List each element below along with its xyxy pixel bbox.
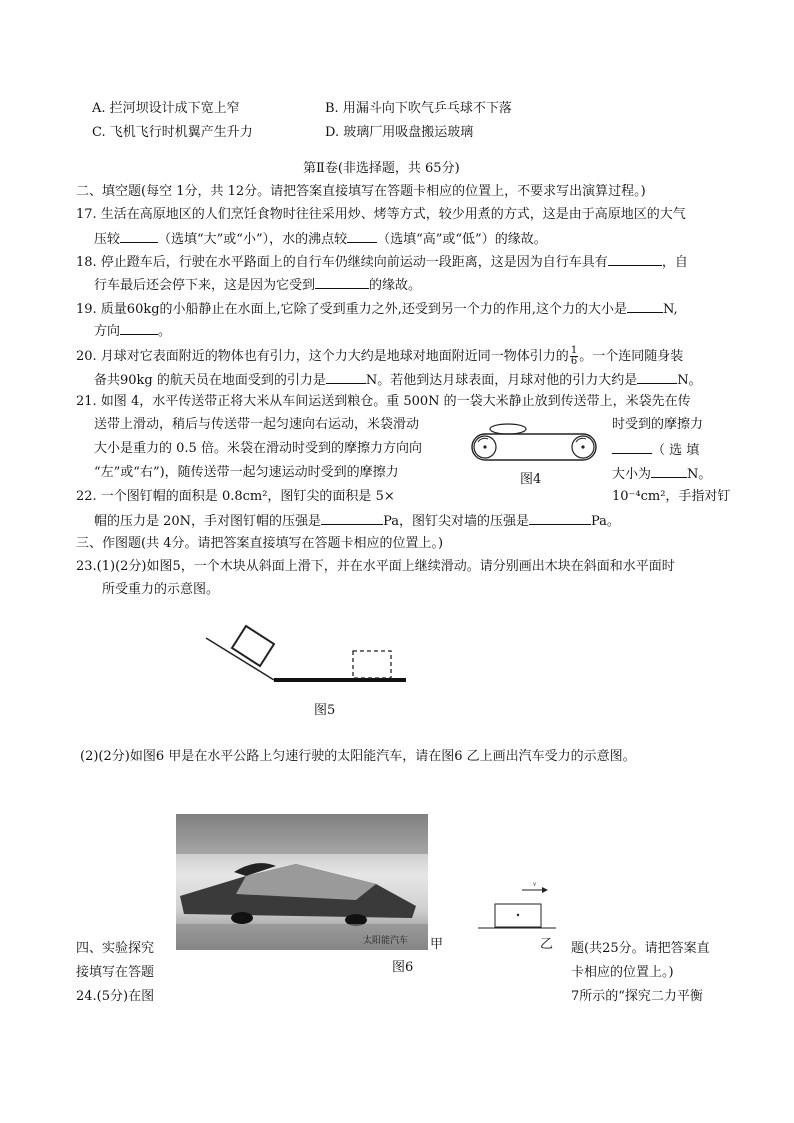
label-jia: 甲	[430, 937, 444, 952]
q21-line1: 21. 如图 4，水平传送带正将大米从车间运送到粮仓。重 500N 的一袋大米静止放到传送带上，米袋先在传	[76, 394, 691, 409]
q23-part2: (2)(2分)如图6 甲是在水平公路上匀速行驶的太阳能汽车，请在图6 乙上画出汽车受力的示意图。	[80, 749, 636, 764]
figure-5-incline	[200, 618, 410, 690]
option-c: C. 飞机飞行时机翼产生升力	[92, 125, 253, 140]
part2-header: 二、填空题(每空 1分，共 12分。请把答案直接填写在答题卡相应的位置上，不要求写出演算过程。)	[76, 184, 646, 199]
q21-line2b: 时受到的摩擦力	[612, 417, 704, 432]
q21-line4a: “左”或“右”)，随传送带一起匀速运动时受到的摩擦力	[94, 465, 399, 480]
rice-bag-icon	[490, 424, 526, 434]
part3-header: 三、作图题(共 4分。请把答案直接填写在答题卡相应的位置上。)	[76, 536, 444, 551]
answer-blank[interactable]	[612, 441, 652, 454]
q18-line2: 行车最后还会停下来，这是因为它受到 的缘故。	[94, 278, 422, 293]
q17-line1: 17. 生活在高原地区的人们烹饪食物时往往采用炒、烤等方式，较少用煮的方式，这是由于高原地区的大气	[76, 207, 686, 222]
option-d: D. 玻璃厂用吸盘搬运玻璃	[325, 125, 474, 140]
answer-blank[interactable]	[326, 371, 366, 384]
answer-blank[interactable]	[529, 512, 591, 525]
q17-line2: 压较 （选填“大”或“小”），水的沸点较 （选填“高”或“低”）的缘故。	[94, 232, 547, 247]
answer-blank[interactable]	[120, 230, 158, 243]
q21-line4b: 大小为 N。	[612, 467, 712, 482]
figure-6-diagram	[470, 880, 560, 942]
answer-blank[interactable]	[347, 230, 377, 243]
figure-6-label: 图6	[392, 960, 414, 975]
answer-blank[interactable]	[120, 322, 158, 335]
fraction: $\frac{1}{6}$	[570, 345, 578, 367]
answer-blank[interactable]	[608, 253, 662, 266]
solar-car-photo	[176, 814, 428, 950]
block-on-incline-icon	[232, 626, 274, 666]
q23-line1: 23.(1)(2分)如图5，一个木块从斜面上滑下，并在水平面上继续滑动。请分别画出木块在斜面和水平面时	[76, 559, 675, 574]
q21-line3b: （ 选 填	[612, 441, 699, 459]
part4-line2b: 卡相应的位置上。)	[571, 965, 674, 980]
q22-line1b: 10⁻⁴cm²，手指对钉	[612, 489, 731, 504]
answer-blank[interactable]	[651, 465, 687, 478]
q23-line2: 所受重力的示意图。	[102, 582, 220, 597]
q24-line1a: 24.(5分)在图	[76, 989, 155, 1004]
q21-line3a: 大小是重力的 0.5 倍。米袋在滑动时受到的摩擦力方向向	[94, 441, 422, 456]
section-title: 第Ⅱ卷(非选择题，共 65分)	[303, 161, 460, 176]
answer-blank[interactable]	[315, 276, 369, 289]
center-point-icon	[517, 914, 519, 916]
block-on-ground-icon	[353, 651, 391, 678]
q18-line1: 18. 停止蹬车后，行驶在水平路面上的自行车仍继续向前运动一段距离，这是因为自行车具有 ，自	[76, 255, 688, 270]
figure-5-label: 图5	[314, 703, 336, 718]
q19-line1: 19. 质量60kg的小船静止在水面上,它除了受到重力之外,还受到另一个力的作用,这个力的大小是 N,	[76, 302, 678, 317]
answer-blank[interactable]	[627, 300, 663, 313]
label-yi: 乙	[540, 937, 554, 952]
part4-line1a: 四、实验探究	[76, 941, 155, 956]
option-a: A. 拦河坝设计成下宽上窄	[92, 101, 240, 116]
part4-line1b: 题(共25分。请把答案直	[571, 941, 710, 956]
figure-4-label: 图4	[520, 472, 542, 487]
q22-line1a: 22. 一个图钉帽的面积是 0.8cm²，图钉尖的面积是 5×	[76, 489, 395, 504]
answer-blank[interactable]	[321, 512, 383, 525]
q21-line2a: 送带上滑动，稍后与传送带一起匀速向右运动，米袋滑动	[94, 417, 420, 432]
velocity-label: v	[533, 880, 537, 888]
part4-line2a: 接填写在答题	[76, 965, 155, 980]
photo-caption: 太阳能汽车	[362, 936, 408, 946]
option-b: B. 用漏斗向下吹气乒乓球不下落	[325, 101, 512, 116]
q24-line1b: 7所示的“探究二力平衡	[571, 989, 703, 1004]
q19-line2: 方向 。	[94, 324, 172, 339]
answer-blank[interactable]	[637, 371, 677, 384]
q22-line2: 帽的压力是 20N，手对图钉帽的压强是 Pa，图钉尖对墙的压强是 Pa。	[94, 514, 620, 529]
q20-line1: 20. 月球对它表面附近的物体也有引力，这个力大约是地球对地面附近同一物体引力的 $\frac{1}{6}$ 。一个连同随身装	[76, 345, 684, 367]
q20-line2: 备共90kg 的航天员在地面受到的引力是 N。若他到达月球表面，月球对他的引力大约是 N。	[94, 373, 702, 388]
